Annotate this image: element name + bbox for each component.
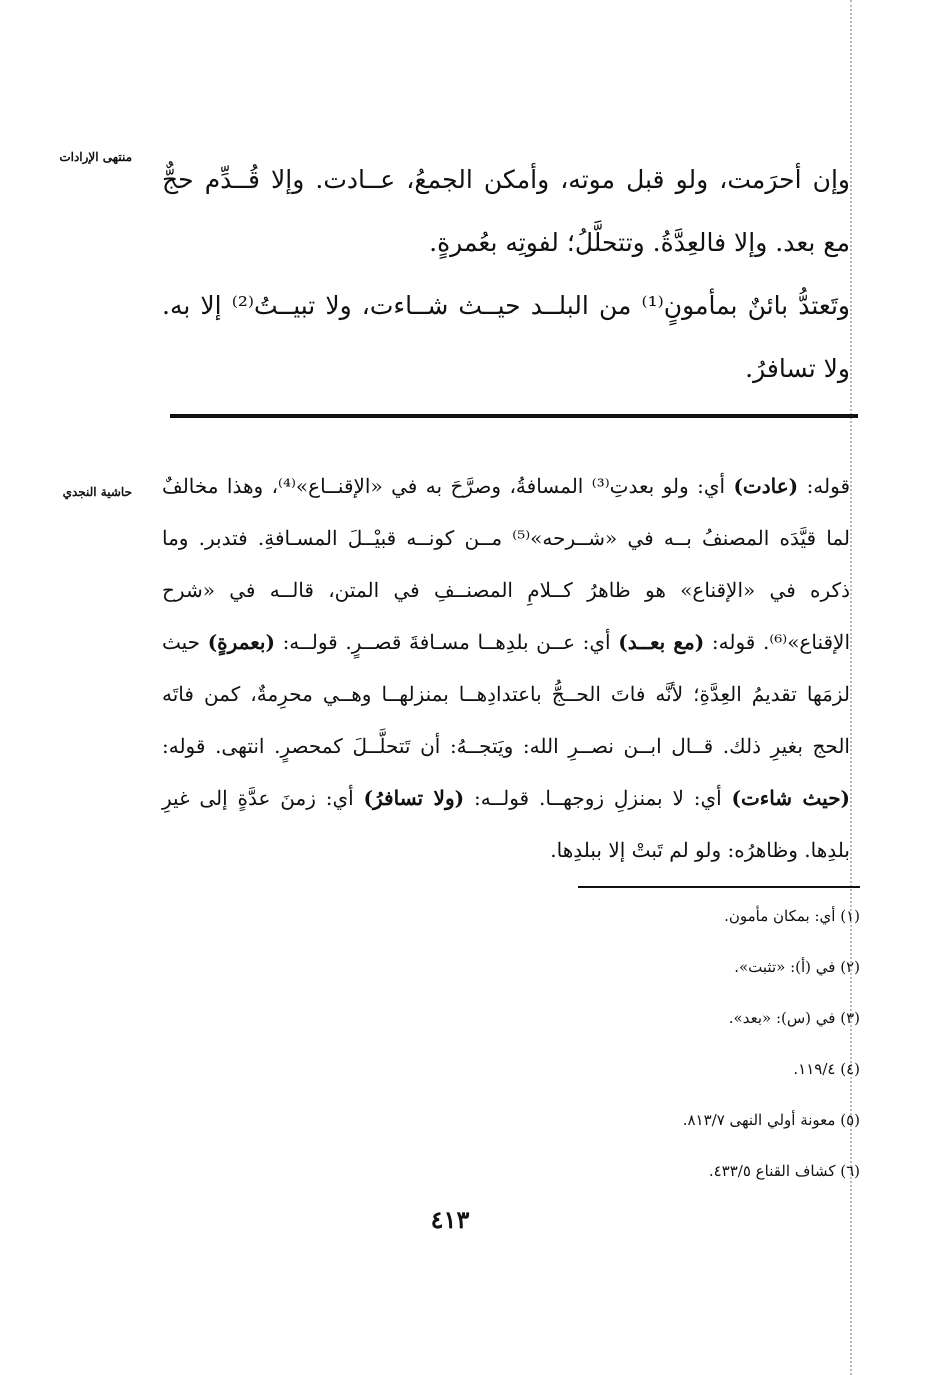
commentary-text: أي: زمنَ عدَّةٍ إلى غيرِ بلدِها. وظاهرُه: ولو لم تَبتْ إلا ببلدِها. (162, 786, 850, 862)
commentary-text: أي: ولو بعدتِ⁽³⁾ المسافةُ، وصرَّحَ به في «الإقنــاع»⁽⁴⁾، وهذا مخالفٌ لما قيَّدَه المصنفُ بــه في «شــرحه»⁽⁵⁾ مــن كونــه قبيْــلَ المسـافةِ. فتدبر. وما ذكره في «الإقناع» هو ظاهرُ كــلامِ المصنــفِ في المتن، قالــه في «شرح الإقناع»⁽⁶⁾. قوله: (162, 474, 851, 654)
matn-paragraph: وإن أحرَمت، ولو قبل موته، وأمكن الجمعُ، عــادت. وإلا قُــدِّم حجٌّ مع بعد. وإلا فالعِدَّةُ. وتتحلَّلُ؛ لفوتِه بعُمرةٍ. (162, 165, 850, 257)
footnote-5: (٥) معونة أولي النهى ٨١٣/٧. (682, 1111, 860, 1129)
commentary-text: حيث لزمَها تقديمُ العِدَّةِ؛ لأنَّه فاتَ الحــجُّ باعتدادِهــا بمنزلهــا وهــي محرِمةٌ، كمن فاتَه الحج بغيرِ ذلك. قــال ابــن نصــرِ الله: ويَتجــهُ: أن تَتحلَّــلَ كمحصرٍ. انتهى. قوله: (162, 630, 850, 758)
hashia-source-label: حاشية النجدي (62, 485, 132, 499)
commentary-text: أي: لا بمنزلِ زوجهــا. قولــه: (473, 786, 732, 810)
footnote-1: (١) أي: بمكان مأمون. (724, 907, 860, 925)
matn-source-label: منتهى الإرادات (59, 150, 132, 164)
quoted-keyword: (عادت) (733, 474, 799, 498)
quoted-keyword: (مع بعــد) (618, 630, 705, 654)
section-divider (170, 414, 858, 418)
commentary-text: قوله: (806, 474, 851, 498)
commentary-text: أي: عــن بلدِهــا مسـافةَ قصــرٍ. قولــه: (282, 630, 619, 654)
footnote-4: (٤) ١١٩/٤. (793, 1060, 860, 1078)
matn-text (162, 148, 850, 400)
footnote-divider (578, 886, 860, 888)
footnote-2: (٢) في (أ): «تثبت». (734, 958, 860, 976)
hashia-commentary (162, 460, 850, 876)
footnote-3: (٣) في (س): «بعد». (728, 1009, 860, 1027)
matn-paragraph: وتَعتدُّ بائنٌ بمأمونٍ⁽¹⁾ من البلــد حيــث شــاءت، ولا تبيــتُ⁽²⁾ إلا به. ولا تسافرُ. (162, 291, 850, 383)
footnotes (440, 895, 860, 1201)
quoted-keyword: (حيث شاءت) (731, 786, 851, 810)
footnote-6: (٦) كشاف القناع ٤٣٣/٥. (708, 1162, 860, 1180)
quoted-keyword: (بعمرةٍ) (207, 630, 275, 654)
quoted-keyword: (ولا تسافرُ) (363, 786, 465, 810)
page-number: ٤١٣ (430, 1205, 470, 1234)
